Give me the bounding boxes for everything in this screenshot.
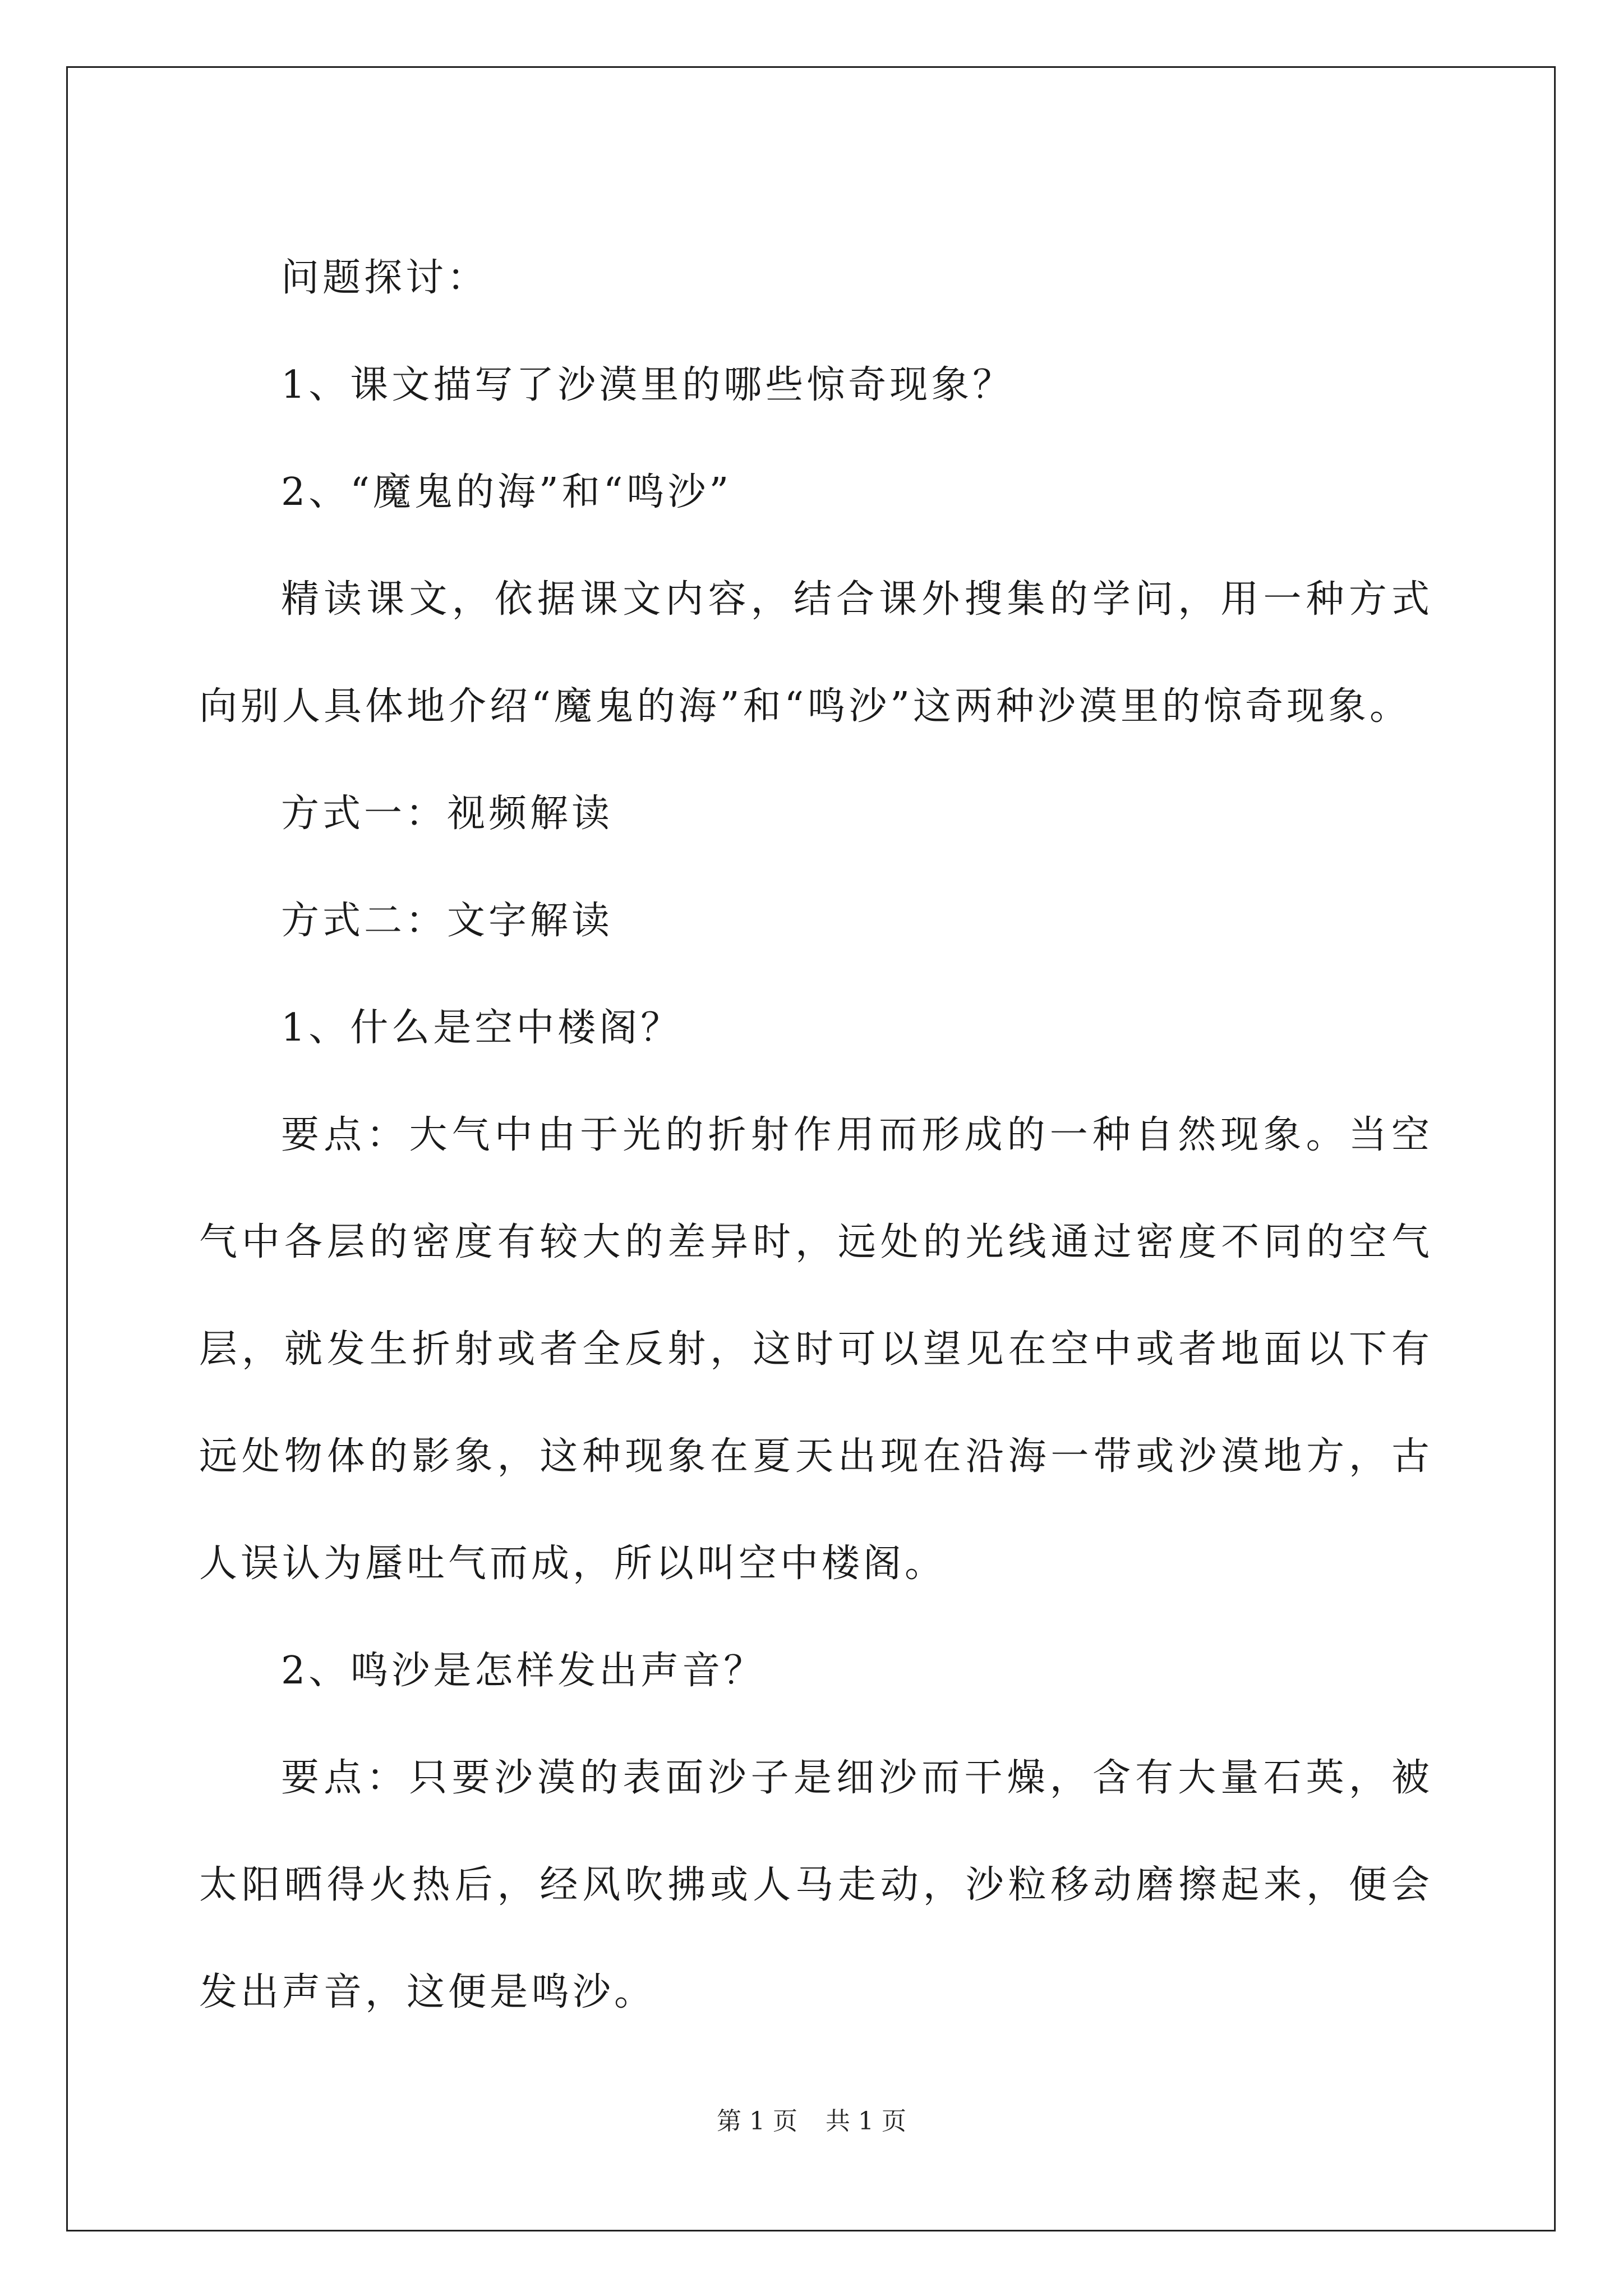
method-2: 方式二：文字解读 xyxy=(281,899,614,943)
page-total: 共 1 页 xyxy=(826,2107,906,2136)
section-heading: 问题探讨： xyxy=(281,256,489,300)
question-2: 2、“魔鬼的海”和“鸣沙” xyxy=(281,470,732,514)
subquestion-singing-sand: 2、鸣沙是怎样发出声音？ xyxy=(281,1649,766,1693)
question-1: 1、课文描写了沙漠里的哪些惊奇现象？ xyxy=(281,363,1015,407)
task-paragraph: 精读课文，依据课文内容，结合课外搜集的学问，用一种方式向别人具体地介绍“魔鬼的海”和“鸣沙”这两种沙漠里的惊奇现象。 xyxy=(199,577,1433,729)
page-footer xyxy=(0,2101,1623,2137)
answer-singing-sand: 要点：只要沙漠的表面沙子是细沙而干燥，含有大量石英，被太阳晒得火热后，经风吹拂或人马走动，沙粒移动磨擦起来，便会发出声音，这便是鸣沙。 xyxy=(199,1756,1433,2014)
subquestion-mirage: 1、什么是空中楼阁？ xyxy=(281,1006,683,1050)
page-number: 第 1 页 xyxy=(717,2107,797,2136)
method-1: 方式一：视频解读 xyxy=(281,792,614,836)
document-body xyxy=(199,224,1433,2046)
answer-mirage: 要点：大气中由于光的折射作用而形成的一种自然现象。当空气中各层的密度有较大的差异时，远处的光线通过密度不同的空气层，就发生折射或者全反射，这时可以望见在空中或者地面以下有远处物体的影象，这种现象在夏天出现在沿海一带或沙漠地方，古人误认为蜃吐气而成，所以叫空中楼阁。 xyxy=(199,1113,1433,1586)
